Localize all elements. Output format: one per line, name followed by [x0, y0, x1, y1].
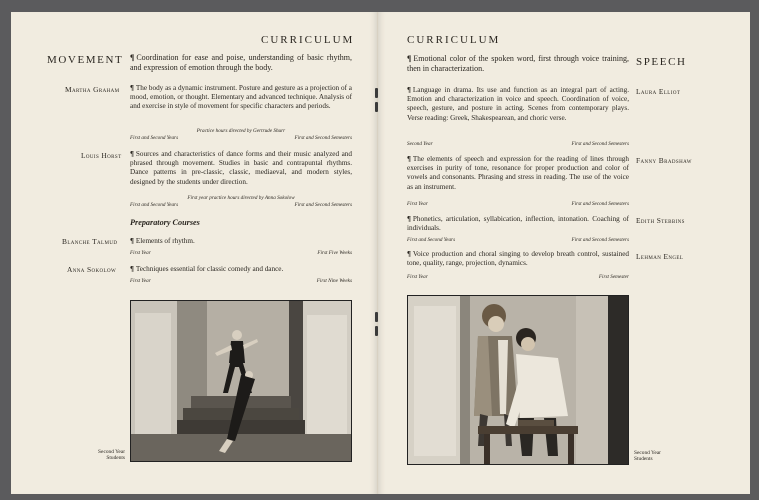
movement-intro: ¶ Coordination for ease and poise, understanding of basic rhythm, and expression of emotion through the body.	[130, 53, 352, 73]
course-schedule	[130, 202, 352, 208]
pilcrow-icon: ¶	[407, 215, 411, 223]
instructor-name: Edith Stebbins	[636, 216, 685, 225]
course-year: Second Year	[407, 141, 433, 147]
course-term: First and Second Semesters	[571, 237, 629, 243]
course-term: First Nine Weeks	[316, 278, 352, 284]
course-note: First year practice hours directed by Anna Sokolow	[187, 195, 295, 201]
course-schedule	[407, 141, 629, 147]
course-schedule	[130, 278, 352, 284]
course-year: First and Second Years	[407, 237, 456, 243]
instructor-name: Blanche Talmud	[62, 237, 118, 246]
course-term: First Five Weeks	[317, 250, 352, 256]
instructor-name: Martha Graham	[65, 85, 120, 94]
course-schedule	[407, 274, 629, 280]
pilcrow-icon: ¶	[407, 155, 411, 163]
course-description: ¶ Language in drama. Its use and function as an integral part of acting. Emotion and characterization in voice and speech. Coordination of voice, speech, gesture, and posture in acting. Scenes from contemporary plays. Verse reading: Greek, Shakespearean, and choric verse.	[407, 86, 629, 122]
pilcrow-icon: ¶	[407, 54, 412, 63]
instructor-name: Lehman Engel	[636, 252, 684, 261]
section-title-speech: SPEECH	[636, 56, 687, 68]
course-year: First Year	[407, 274, 428, 280]
speech-photo-illustration	[408, 296, 628, 464]
course-year: First Year	[130, 250, 151, 256]
course-description: ¶ Sources and characteristics of dance forms and their music analyzed and phrased through movement. Studies in basic and contrapuntal rhythms. Dance patterns in pre-classic, classic, mediaeval, and modern styles, designed by the students under direction.	[130, 150, 352, 186]
pilcrow-icon: ¶	[407, 250, 411, 258]
photo-caption: Second Year Students	[634, 450, 661, 463]
course-description: ¶ Elements of rhythm.	[130, 237, 195, 245]
course-description: ¶ The elements of speech and expression for the reading of lines through exercises in purity of tone, resonance for proper production and color of vowels and consonants. Phrasing and stress in reading. The use of the voice as an instrument.	[407, 155, 629, 191]
course-year: First Year	[407, 201, 428, 207]
course-term: First and Second Semesters	[294, 135, 352, 141]
dance-photo-illustration	[131, 301, 351, 461]
course-term: First Semester	[598, 274, 629, 280]
course-description: ¶ Voice production and choral singing to develop breath control, sustained tone, quality, range, projection, dynamics.	[407, 250, 629, 268]
speech-students-photo	[407, 295, 629, 465]
course-description: ¶ Phonetics, articulation, syllabication, inflection, intonation. Coaching of individuals.	[407, 215, 629, 233]
pilcrow-icon: ¶	[407, 86, 411, 94]
course-schedule	[407, 237, 629, 243]
pilcrow-icon: ¶	[130, 84, 134, 92]
course-year: First and Second Years	[130, 135, 179, 141]
course-year: First and Second Years	[130, 202, 179, 208]
right-page	[378, 12, 750, 494]
photo-caption: Second Year Students	[98, 449, 125, 462]
course-schedule	[130, 250, 352, 256]
preparatory-title: Preparatory Courses	[130, 218, 200, 227]
pilcrow-icon: ¶	[130, 265, 134, 273]
course-term: First and Second Semesters	[571, 141, 629, 147]
speech-intro: ¶ Emotional color of the spoken word, first through voice training, then in characterization.	[407, 54, 629, 74]
instructor-name: Anna Sokolow	[67, 265, 117, 274]
instructor-name: Louis Horst	[81, 151, 122, 160]
pilcrow-icon: ¶	[130, 53, 135, 62]
section-title-movement: MOVEMENT	[47, 54, 124, 66]
pilcrow-icon: ¶	[130, 237, 134, 245]
course-note: Practice hours directed by Gertrude Shurr	[196, 128, 286, 134]
course-term: First and Second Semesters	[294, 202, 352, 208]
course-schedule	[130, 135, 352, 141]
course-term: First and Second Semesters	[571, 201, 629, 207]
course-description: ¶ The body as a dynamic instrument. Posture and gesture as a projection of a mood, emotion, or thought. Elementary and advanced technique. Analysis of and exercise in style of movement for specific characters and periods.	[130, 84, 352, 111]
page-header: CURRICULUM	[407, 34, 501, 46]
page-header: CURRICULUM	[261, 34, 355, 46]
course-year: First Year	[130, 278, 151, 284]
course-schedule	[407, 201, 629, 207]
course-description: ¶ Techniques essential for classic comedy and dance.	[130, 265, 284, 273]
pilcrow-icon: ¶	[130, 150, 134, 158]
left-page	[11, 12, 378, 494]
instructor-name: Laura Elliot	[636, 87, 681, 96]
instructor-name: Fanny Bradshaw	[636, 156, 692, 165]
dance-students-photo	[130, 300, 352, 462]
